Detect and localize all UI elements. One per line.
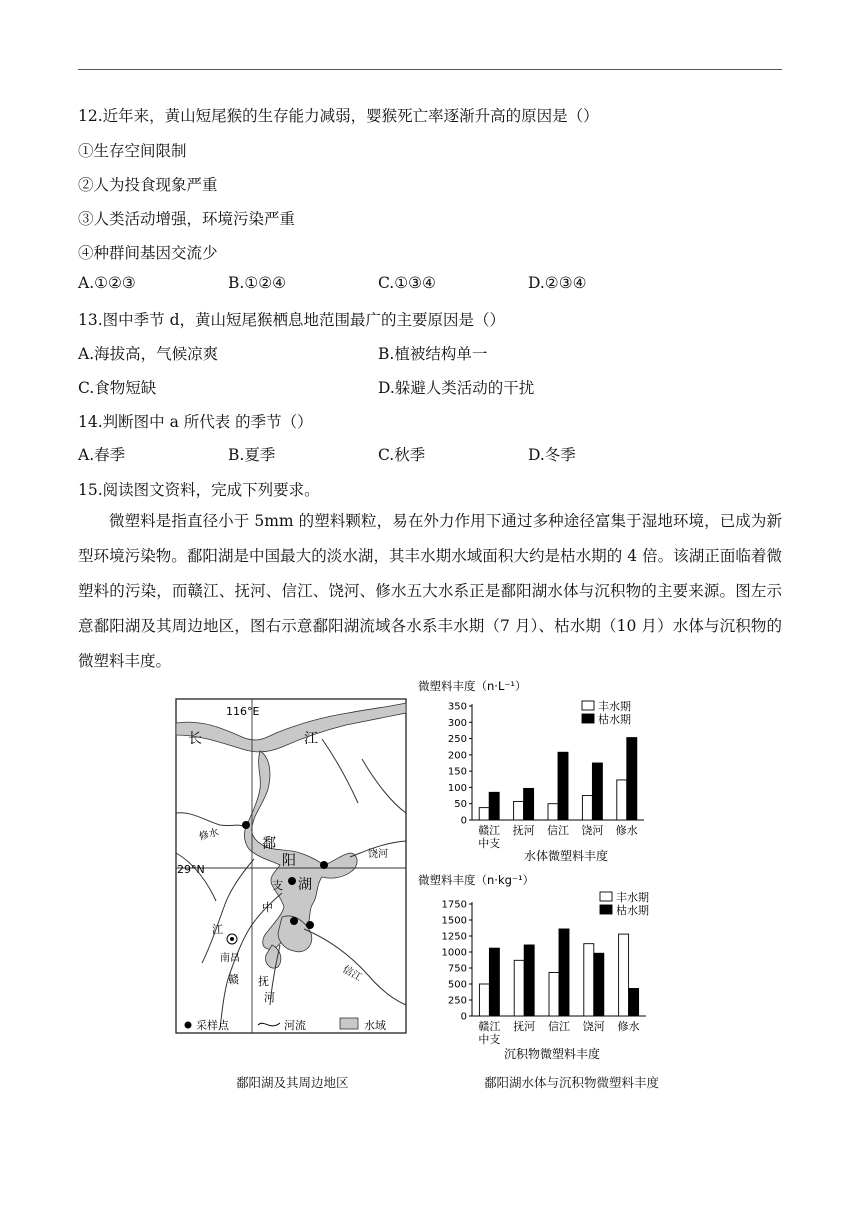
chart-x-tick-label: 中支 bbox=[478, 837, 501, 850]
chart-bar bbox=[617, 780, 627, 820]
header-rule bbox=[78, 69, 782, 70]
sample-point bbox=[242, 821, 250, 829]
chart-bar bbox=[479, 984, 489, 1016]
q15-stem: 15.阅读图文资料，完成下列要求。 bbox=[78, 481, 320, 499]
q12-item-2: ②人为投食现象严重 bbox=[78, 176, 218, 194]
longitude-label: 116°E bbox=[226, 705, 260, 718]
sample-point bbox=[290, 917, 298, 925]
map-label-he: 河 bbox=[264, 991, 275, 1004]
map-caption: 鄱阳湖及其周边地区 bbox=[236, 1075, 349, 1090]
chart-y-tick-label: 1500 bbox=[441, 915, 467, 927]
chart-bar bbox=[549, 972, 559, 1016]
map-label-jiang: 江 bbox=[304, 731, 318, 747]
chart-bar bbox=[489, 948, 499, 1016]
chart-bar bbox=[582, 796, 592, 820]
chart-y-tick-label: 500 bbox=[447, 979, 467, 991]
chart-legend-swatch bbox=[600, 892, 612, 901]
chart-y-tick-label: 750 bbox=[447, 963, 467, 975]
legend-river-label: 河流 bbox=[284, 1019, 306, 1032]
map-label-po: 鄱 bbox=[262, 836, 276, 852]
q12-item-1: ①生存空间限制 bbox=[78, 142, 187, 160]
chart-legend-label: 枯水期 bbox=[616, 904, 649, 917]
chart-x-tick-label: 饶河 bbox=[581, 824, 604, 837]
map-label-xiushui: 修水 bbox=[197, 827, 221, 843]
chart-title: 水体微塑料丰度 bbox=[523, 849, 609, 863]
chart-y-tick-label: 200 bbox=[447, 750, 467, 762]
poyang-map bbox=[172, 693, 412, 1043]
chart-bar bbox=[548, 804, 558, 820]
q13-option-a: A.海拔高，气候凉爽 bbox=[78, 345, 219, 363]
q13-option-d: D.躲避人类活动的干扰 bbox=[378, 379, 535, 397]
chart-y-tick-label: 0 bbox=[460, 815, 467, 827]
chart-x-tick-label: 信江 bbox=[547, 824, 569, 837]
nanchang-marker-center bbox=[230, 937, 234, 941]
chart-ylabel: 微塑料丰度（n·kg⁻¹） bbox=[418, 873, 535, 887]
chart-x-tick-label: 中支 bbox=[478, 1033, 501, 1046]
map-label-fu: 抚 bbox=[258, 975, 269, 988]
q13-stem: 13.图中季节 d，黄山短尾猴栖息地范围最广的主要原因是（） bbox=[78, 311, 506, 329]
map-label-zhi: 支 bbox=[272, 879, 283, 892]
chart-caption: 鄱阳湖水体与沉积物微塑料丰度 bbox=[484, 1075, 660, 1090]
legend-water-label: 水域 bbox=[364, 1019, 386, 1032]
chart-bar bbox=[619, 934, 629, 1016]
q12-stem: 12.近年来，黄山短尾猴的生存能力减弱，婴猴死亡率逐渐升高的原因是（） bbox=[78, 107, 599, 125]
legend-sample-icon bbox=[185, 1022, 192, 1029]
chart-y-tick-label: 100 bbox=[447, 782, 467, 794]
chart-bar bbox=[524, 788, 534, 820]
chart-bar bbox=[558, 752, 568, 820]
q12-option-c: C.①③④ bbox=[378, 274, 436, 292]
map-label-nanchang: 南昌 bbox=[220, 953, 240, 964]
chart-y-tick-label: 50 bbox=[454, 799, 467, 811]
chart-title: 沉积物微塑料丰度 bbox=[503, 1047, 601, 1061]
q14-option-d: D.冬季 bbox=[528, 446, 576, 464]
chart-x-tick-label: 赣江 bbox=[478, 1020, 501, 1033]
sediment-microplastic-chart bbox=[414, 870, 694, 1065]
map-label-ganjiang-jiang: 江 bbox=[212, 923, 223, 936]
chart-y-tick-label: 1750 bbox=[441, 899, 467, 911]
q15-paragraph: 微塑料是指直径小于 5mm 的塑料颗粒，易在外力作用下通过多种途径富集于湿地环境，已成为新型环境污染物。鄱阳湖是中国最大的淡水湖，其丰水期水域面积大约是枯水期的 4 倍。该湖正面临着微塑料的污染，而赣江、抚河、信江、饶河、修水五大水系正是鄱阳湖水体与沉积物的主要来源。图左示意鄱阳湖及其周边地区，图右示意鄱阳湖流域各水系丰水期（7 月）、枯水期（10 月）水体与沉积物的微塑料丰度。 bbox=[78, 512, 782, 670]
map-label-chang: 长 bbox=[188, 731, 202, 747]
chart-legend-swatch bbox=[582, 701, 594, 710]
chart-y-tick-label: 1000 bbox=[441, 947, 467, 959]
chart-bar bbox=[514, 801, 524, 820]
chart-bar bbox=[524, 945, 534, 1016]
chart-bar bbox=[594, 953, 604, 1016]
water-microplastic-chart bbox=[414, 676, 674, 866]
chart-y-tick-label: 150 bbox=[447, 766, 467, 778]
chart-bar bbox=[592, 763, 602, 820]
map-label-xinjiang: 信江 bbox=[340, 964, 364, 984]
chart-legend-swatch bbox=[582, 714, 594, 723]
chart-legend-swatch bbox=[600, 905, 612, 914]
q14-stem: 14.判断图中 a 所代表 的季节（） bbox=[78, 413, 313, 431]
map-label-gan: 赣 bbox=[228, 973, 239, 986]
q12-item-3: ③人类活动增强，环境污染严重 bbox=[78, 210, 296, 228]
chart-legend-label: 枯水期 bbox=[598, 713, 631, 726]
q12-item-4: ④种群间基因交流少 bbox=[78, 244, 218, 262]
q12-option-b: B.①②④ bbox=[228, 274, 287, 292]
map-label-yang: 阳 bbox=[282, 853, 296, 869]
map-label-zhong: 中 bbox=[262, 901, 273, 914]
chart-y-tick-label: 350 bbox=[447, 701, 467, 713]
q13-option-b: B.植被结构单一 bbox=[378, 345, 488, 363]
map-label-hu: 湖 bbox=[298, 877, 312, 893]
chart-x-tick-label: 饶河 bbox=[582, 1020, 605, 1033]
chart-legend-label: 丰水期 bbox=[616, 891, 649, 904]
chart-x-tick-label: 修水 bbox=[615, 824, 638, 837]
chart-x-tick-label: 抚河 bbox=[513, 1020, 536, 1033]
q13-option-c: C.食物短缺 bbox=[78, 379, 157, 397]
legend-sample-label: 采样点 bbox=[196, 1019, 229, 1032]
chart-bar bbox=[559, 929, 569, 1016]
chart-x-tick-label: 信江 bbox=[548, 1020, 570, 1033]
chart-x-tick-label: 赣江 bbox=[478, 824, 501, 837]
chart-y-tick-label: 250 bbox=[447, 734, 467, 746]
map-label-raohe: 饶河 bbox=[368, 849, 388, 860]
sample-point bbox=[306, 921, 314, 929]
chart-bar bbox=[514, 960, 524, 1016]
chart-y-tick-label: 1250 bbox=[441, 931, 467, 943]
q12-option-a: A.①②③ bbox=[78, 274, 136, 292]
chart-bar bbox=[479, 808, 489, 820]
chart-legend-label: 丰水期 bbox=[598, 700, 631, 713]
chart-y-tick-label: 300 bbox=[447, 717, 467, 729]
chart-x-tick-label: 修水 bbox=[617, 1020, 640, 1033]
legend-water-icon bbox=[340, 1018, 358, 1029]
chart-bar bbox=[629, 988, 639, 1016]
q14-option-a: A.春季 bbox=[78, 446, 126, 464]
chart-bar bbox=[584, 944, 594, 1016]
chart-bar bbox=[489, 792, 499, 820]
latitude-label: 29°N bbox=[177, 863, 205, 876]
sample-point bbox=[288, 877, 296, 885]
sample-point bbox=[320, 861, 328, 869]
q14-option-b: B.夏季 bbox=[228, 446, 276, 464]
chart-y-tick-label: 250 bbox=[447, 995, 467, 1007]
q14-option-c: C.秋季 bbox=[378, 446, 426, 464]
chart-bar bbox=[627, 738, 637, 820]
q12-option-d: D.②③④ bbox=[528, 274, 587, 292]
chart-x-tick-label: 抚河 bbox=[512, 824, 535, 837]
chart-y-tick-label: 0 bbox=[460, 1011, 467, 1023]
chart-ylabel: 微塑料丰度（n·L⁻¹） bbox=[418, 679, 527, 693]
